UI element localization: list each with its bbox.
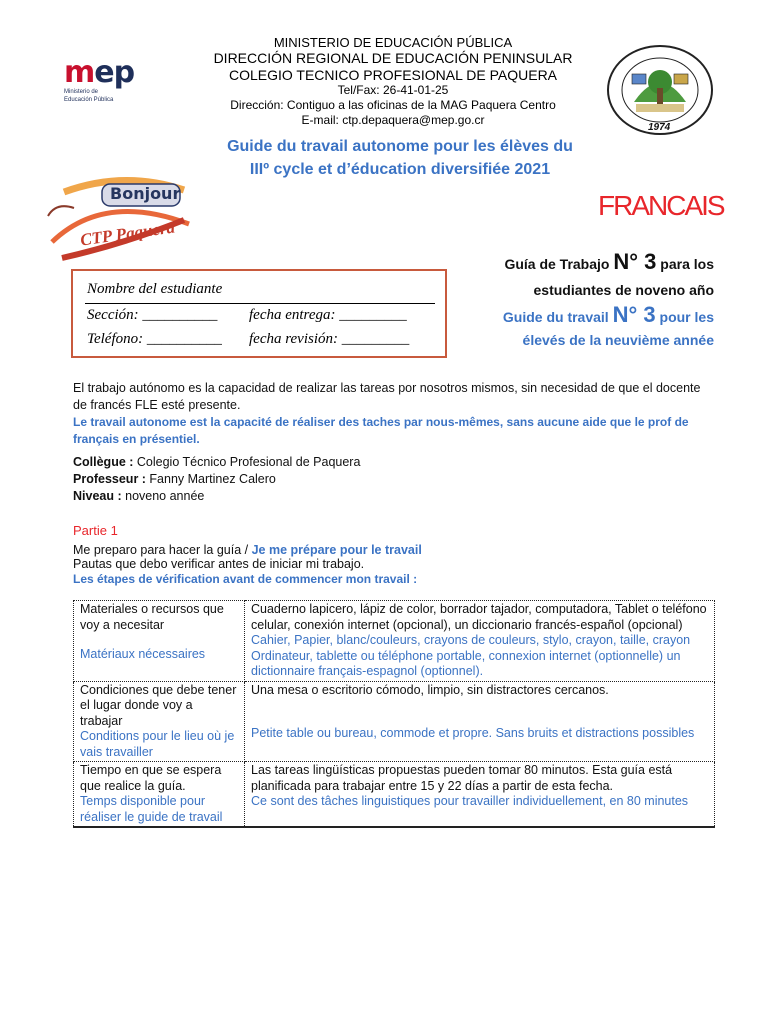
level-line: Niveau : noveno année [73,489,205,503]
regional-direction: DIRECCIÓN REGIONAL DE EDUCACIÓN PENINSULAR [213,50,573,66]
ministry-name: MINISTERIO DE EDUCACIÓN PÚBLICA [273,35,513,50]
preparation-table [73,600,715,828]
school-address: Dirección: Contiguo a las oficinas de la MAG Paquera Centro [230,98,556,112]
student-name-label: Nombre del estudiante [87,281,223,297]
guia-line1: Guía de Trabajo N° 3 para los [504,249,714,274]
table-cell: Cuaderno lapicero, lápiz de color, borrador tajador, computadora, Tablet o teléfono celular, conexión internet (opcional), un diccionario francés-español (opcional) Cahier, Papier, blanc/couleurs, crayons de couleurs, stylo, crayon, taille, crayon Ordinateur, tablette ou téléphone portable, connexion internet (optionnelle) un dictionnaire français-espagnol (optionnel). [245,601,715,682]
table-row [74,681,715,762]
delivery-date-label: fecha entrega: _________ [249,307,407,323]
professor-line: Professeur : Fanny Martinez Calero [73,472,276,486]
seal-year: 1974 [648,122,671,133]
table-cell: Condiciones que debe tener el lugar donde voy a trabajar Conditions pour le lieu où je vais travailler [74,681,245,762]
student-info-box [71,269,447,358]
bonjour-text: Bonjour [110,184,181,203]
school-email: E-mail: ctp.depaquera@mep.go.cr [301,113,485,127]
college-line: Collègue : Colegio Técnico Profesional de Paquera [73,455,361,469]
prep-line: Me preparo para hacer la guía / Je me prépare pour le travail [73,543,422,557]
guide-title-line1: Guide du travail autonome pour les élèves du [227,138,573,155]
school-phone: Tel/Fax: 26-41-01-25 [337,83,449,97]
subject-title: FRANCAIS [598,190,724,221]
ctp-paquera-text: CTP Paquera [79,217,177,250]
intro-spanish: El trabajo autónomo es la capacidad de realizar las tareas por nosotros mismos, sin necesidad de que el docente de francés FLE esté presente. [73,381,701,412]
guide-title-line2: IIIº cycle et d’éducation diversifiée 2021 [249,161,551,178]
table-cell: Una mesa o escritorio cómodo, limpio, sin distractores cercanos. Petite table ou bureau, commode et propre. Sans bruits et distractions possibles [245,681,715,762]
pautas-line: Pautas que debo verificar antes de iniciar mi trabajo. [73,557,365,571]
etapes-line: Les étapes de vérification avant de commencer mon travail : [73,572,418,586]
student-name-line [85,303,435,304]
table-row [74,762,715,828]
bonjour-ctp-logo [44,172,194,270]
intro-french: Le travail autonome est la capacité de réaliser des taches par nous-mêmes, sans aucune aide que le prof de français en présentiel. [73,415,689,446]
table-row [74,601,715,682]
school-seal-logo [604,44,716,142]
guia-line2: estudiantes de noveno año [533,282,714,298]
mep-logo: mep Ministerio de Educación Pública [64,55,135,103]
phone-label: Teléfono: __________ [87,331,222,347]
school-name: COLEGIO TECNICO PROFESIONAL DE PAQUERA [228,67,558,83]
section-label: Sección: __________ [87,307,218,323]
guide-line4: élevés de la neuvième année [522,332,714,348]
table-cell: Las tareas lingüísticas propuestas pueden tomar 80 minutos. Esta guía está planificada para trabajar entre 15 y 22 días a partir de esta fecha. Ce sont des tâches linguistiques pour travailler individuellement, en 80 minutes [245,762,715,828]
partie-title: Partie 1 [73,523,118,538]
table-cell: Tiempo en que se espera que realice la guía. Temps disponible pour réaliser le guide de travail [74,762,245,828]
review-date-label: fecha revisión: _________ [249,331,410,347]
table-cell: Materiales o recursos que voy a necesitar Matériaux nécessaires [74,601,245,682]
guide-line3: Guide du travail N° 3 pour les [502,302,714,327]
